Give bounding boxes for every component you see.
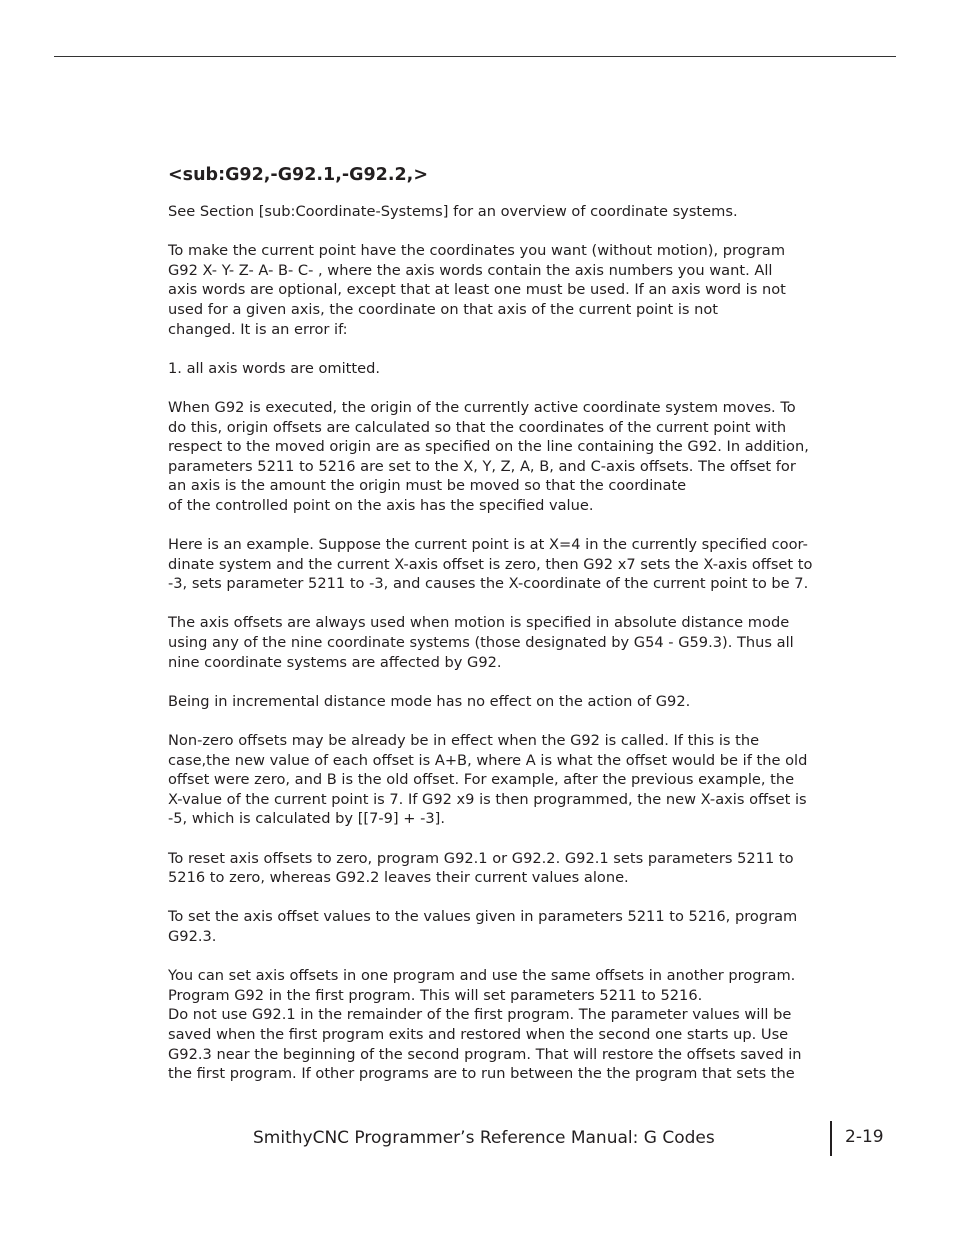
paragraph bbox=[168, 731, 818, 829]
footer-title: SmithyCNC Programmer’s Reference Manual: G Codes bbox=[253, 1128, 715, 1148]
page-number: 2-19 bbox=[845, 1127, 884, 1147]
paragraph bbox=[168, 241, 818, 339]
text-line: respect to the moved origin are as specified on the line containing the G92. In addition, bbox=[168, 438, 809, 456]
text-line: You can set axis offsets in one program and use the same offsets in another program. bbox=[168, 967, 796, 985]
paragraph bbox=[168, 359, 818, 379]
text-line: using any of the nine coordinate systems (those designated by G54 - G59.3). Thus all bbox=[168, 634, 794, 652]
text-line: dinate system and the current X-axis offset is zero, then G92 x7 sets the X-axis offset to bbox=[168, 555, 813, 573]
paragraph bbox=[168, 613, 818, 672]
paragraph bbox=[168, 535, 818, 594]
paragraph bbox=[168, 202, 818, 222]
paragraph bbox=[168, 849, 818, 888]
text-line: X-value of the current point is 7. If G92 x9 is then programmed, the new X-axis offset is bbox=[168, 790, 807, 808]
text-line: -5, which is calculated by [[7-9] + -3]. bbox=[168, 810, 446, 828]
text-line: used for a given axis, the coordinate on that axis of the current point is not bbox=[168, 300, 719, 318]
page-body bbox=[168, 163, 818, 1103]
text-line: Program G92 in the first program. This will set parameters 5211 to 5216. bbox=[168, 986, 703, 1004]
text-line: offset were zero, and B is the old offset. For example, after the previous example, the bbox=[168, 771, 795, 789]
text-line: -3, sets parameter 5211 to -3, and causes the X-coordinate of the current point to be 7. bbox=[168, 575, 809, 593]
text-line: case,the new value of each offset is A+B, where A is what the offset would be if the old bbox=[168, 751, 808, 769]
paragraph bbox=[168, 907, 818, 946]
text-line: Here is an example. Suppose the current point is at X=4 in the currently specified coor- bbox=[168, 536, 808, 554]
text-line: G92.3. bbox=[168, 927, 217, 945]
paragraph bbox=[168, 966, 818, 1084]
paragraph-list bbox=[168, 202, 818, 1084]
text-line: 1. all axis words are omitted. bbox=[168, 359, 381, 377]
paragraph bbox=[168, 398, 818, 516]
text-line: saved when the first program exits and restored when the second one starts up. Use bbox=[168, 1025, 789, 1043]
text-line: See Section [sub:Coordinate-Systems] for an overview of coordinate systems. bbox=[168, 203, 738, 220]
text-line: G92 X- Y- Z- A- B- C- , where the axis words contain the axis numbers you want. All bbox=[168, 261, 773, 279]
text-line: Do not use G92.1 in the remainder of the first program. The parameter values will be bbox=[168, 1006, 792, 1024]
header-rule bbox=[54, 56, 896, 57]
text-line: do this, origin offsets are calculated so that the coordinates of the current point with bbox=[168, 418, 787, 436]
text-line: the first program. If other programs are to run between the the program that sets the bbox=[168, 1065, 795, 1083]
footer-divider bbox=[830, 1121, 832, 1156]
text-line: 5216 to zero, whereas G92.2 leaves their current values alone. bbox=[168, 869, 629, 887]
text-line: changed. It is an error if: bbox=[168, 320, 348, 338]
text-line: To make the current point have the coordinates you want (without motion), program bbox=[168, 242, 786, 260]
text-line: To reset axis offsets to zero, program G92.1 or G92.2. G92.1 sets parameters 5211 to bbox=[168, 849, 794, 867]
text-line: The axis offsets are always used when motion is specified in absolute distance mode bbox=[168, 614, 790, 632]
text-line: an axis is the amount the origin must be moved so that the coordinate bbox=[168, 477, 687, 495]
text-line: Non-zero offsets may be already be in effect when the G92 is called. If this is the bbox=[168, 732, 760, 750]
text-line: of the controlled point on the axis has the specified value. bbox=[168, 496, 594, 514]
text-line: When G92 is executed, the origin of the currently active coordinate system moves. To bbox=[168, 398, 796, 416]
text-line: Being in incremental distance mode has no effect on the action of G92. bbox=[168, 692, 691, 710]
text-line: To set the axis offset values to the values given in parameters 5211 to 5216, program bbox=[168, 908, 798, 926]
text-line: parameters 5211 to 5216 are set to the X, Y, Z, A, B, and C-axis offsets. The offset for bbox=[168, 457, 796, 475]
text-line: G92.3 near the beginning of the second program. That will restore the offsets saved in bbox=[168, 1045, 802, 1063]
text-line: nine coordinate systems are affected by G92. bbox=[168, 653, 502, 671]
paragraph bbox=[168, 692, 818, 712]
section-heading: <sub:G92,-G92.1,-G92.2,> bbox=[168, 165, 428, 185]
text-line: axis words are optional, except that at least one must be used. If an axis word is not bbox=[168, 281, 786, 299]
